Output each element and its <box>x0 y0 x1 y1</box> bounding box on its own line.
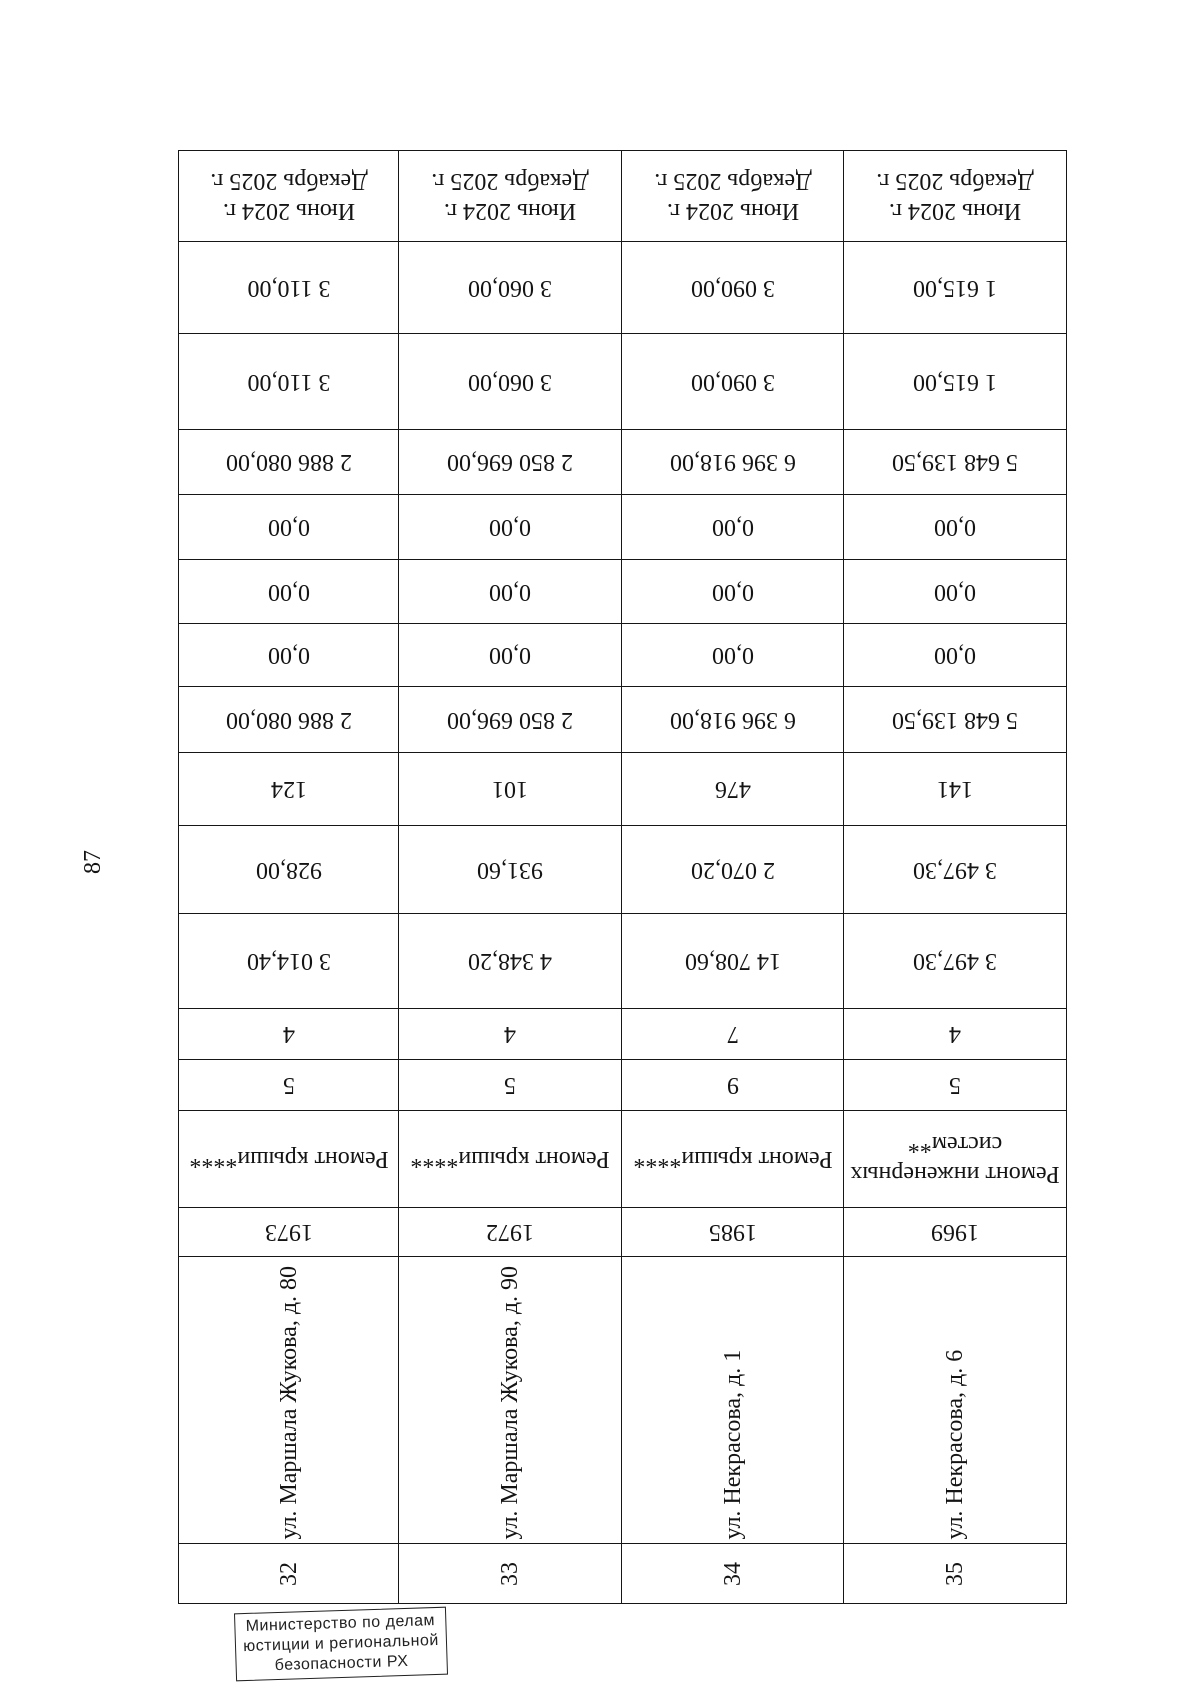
year-cell <box>399 1208 622 1257</box>
address-cell <box>399 1257 622 1544</box>
cell-text: 141 <box>937 776 973 802</box>
cell-text: 1 615,00 <box>913 368 997 395</box>
page-number: 87 <box>80 850 106 874</box>
cell-text: 3 497,30 <box>913 948 997 974</box>
cell-text: 9 <box>726 1072 739 1098</box>
cell-text: 1 615,00 <box>913 274 997 301</box>
value-cell <box>622 753 844 826</box>
cell-text: Ремонт крыши**** <box>188 1146 389 1172</box>
period-cell <box>844 150 1067 242</box>
value-cell <box>844 826 1067 914</box>
value-cell <box>399 334 622 430</box>
value-cell <box>178 1060 399 1111</box>
stamp-line: юстиции и региональной <box>242 1631 440 1656</box>
cell-text: 4 348,20 <box>468 948 552 974</box>
cell-text: 4 <box>282 1021 295 1047</box>
value-cell <box>399 430 622 495</box>
cell-text: 124 <box>270 776 307 802</box>
value-cell <box>399 495 622 560</box>
year-cell <box>178 1208 399 1257</box>
value-cell <box>399 826 622 914</box>
value-cell <box>844 624 1067 687</box>
address-cell <box>622 1257 844 1544</box>
cell-text: 5 <box>282 1072 295 1098</box>
value-cell <box>178 753 399 826</box>
cell-text: 5 648 139,50 <box>892 706 1018 733</box>
work-type-cell <box>622 1111 844 1208</box>
cell-text: 0,00 <box>489 642 531 668</box>
cell-text: 3 014,40 <box>246 948 331 974</box>
value-cell <box>622 495 844 560</box>
cell-text: 3 497,30 <box>913 856 997 883</box>
stamp-line: безопасности РХ <box>274 1652 409 1675</box>
cell-text: 4 <box>949 1021 961 1047</box>
value-cell <box>622 430 844 495</box>
value-cell <box>178 334 399 430</box>
cell-text: 2 886 080,00 <box>225 706 352 733</box>
cell-text: 2 850 696,00 <box>447 706 573 733</box>
cell-text: ул. Маршала Жукова, д. 80 <box>275 1265 302 1540</box>
value-cell <box>399 1009 622 1060</box>
value-cell <box>844 914 1067 1009</box>
cell-text: 1969 <box>931 1219 979 1245</box>
value-cell <box>844 1009 1067 1060</box>
cell-text: 34 <box>719 1561 746 1586</box>
cell-text: 0,00 <box>934 578 976 605</box>
cell-text: 3 110,00 <box>246 274 331 301</box>
value-cell <box>844 430 1067 495</box>
cell-text: 0,00 <box>267 578 310 605</box>
cell-text: 5 648 139,50 <box>892 449 1018 475</box>
cell-text: 4 <box>504 1021 516 1047</box>
value-cell <box>622 1009 844 1060</box>
value-cell <box>622 624 844 687</box>
value-cell <box>622 560 844 624</box>
value-cell <box>622 334 844 430</box>
period-cell <box>399 150 622 242</box>
cell-text: 0,00 <box>934 514 976 540</box>
value-cell <box>178 430 399 495</box>
value-cell <box>399 753 622 826</box>
cell-text: 476 <box>714 776 751 802</box>
value-cell <box>844 753 1067 826</box>
year-cell <box>844 1208 1067 1257</box>
stamp-line: Министерство по делам <box>245 1612 436 1635</box>
period-cell <box>178 150 399 242</box>
value-cell <box>844 687 1067 753</box>
cell-text: 1985 <box>708 1219 757 1245</box>
cell-text: 0,00 <box>489 578 531 605</box>
cell-text: 931,60 <box>477 856 543 883</box>
cell-text: 0,00 <box>711 578 754 605</box>
value-cell <box>399 1060 622 1111</box>
value-cell <box>178 560 399 624</box>
cell-text: 0,00 <box>711 642 754 668</box>
value-cell <box>178 624 399 687</box>
value-cell <box>622 242 844 334</box>
cell-text: 14 708,60 <box>684 948 781 974</box>
cell-text: 5 <box>949 1072 961 1098</box>
cell-text: 0,00 <box>934 642 976 668</box>
value-cell <box>178 242 399 334</box>
cell-text: Июнь 2024 г. Декабрь 2025 г. <box>876 168 1034 224</box>
cell-text: 0,00 <box>489 514 531 540</box>
stamp <box>234 1607 448 1682</box>
value-cell <box>844 1060 1067 1111</box>
work-type-cell <box>178 1111 399 1208</box>
cell-text: Ремонт крыши**** <box>410 1146 610 1172</box>
cell-text: ул. Некрасова, д. 1 <box>719 1349 746 1540</box>
cell-text: 0,00 <box>267 514 310 540</box>
value-cell <box>399 914 622 1009</box>
row-number-cell <box>178 1544 399 1604</box>
row-number-cell <box>399 1544 622 1604</box>
value-cell <box>844 495 1067 560</box>
cell-text: Июнь 2024 г. Декабрь 2025 г. <box>431 168 589 224</box>
value-cell <box>622 826 844 914</box>
cell-text: 6 396 918,00 <box>669 706 796 733</box>
cell-text: 101 <box>492 776 528 802</box>
cell-text: 2 850 696,00 <box>447 449 573 475</box>
work-type-cell <box>844 1111 1067 1208</box>
cell-text: 3 090,00 <box>690 368 775 395</box>
cell-text: 1973 <box>264 1219 313 1245</box>
work-type-cell <box>399 1111 622 1208</box>
cell-text: Ремонт крыши**** <box>632 1146 833 1172</box>
cell-text: 0,00 <box>711 514 754 540</box>
value-cell <box>178 687 399 753</box>
year-cell <box>622 1208 844 1257</box>
cell-text: 33 <box>497 1561 523 1586</box>
cell-text: 3 090,00 <box>690 274 775 301</box>
value-cell <box>178 826 399 914</box>
cell-text: ул. Маршала Жукова, д. 90 <box>497 1265 523 1540</box>
period-cell <box>622 150 844 242</box>
cell-text: 2 886 080,00 <box>225 449 352 475</box>
cell-text: 3 060,00 <box>468 368 552 395</box>
cell-text: Июнь 2024 г. Декабрь 2025 г. <box>653 168 812 224</box>
cell-text: 2 070,20 <box>690 856 775 883</box>
value-cell <box>399 624 622 687</box>
cell-text: 928,00 <box>255 856 322 883</box>
cell-text: 35 <box>942 1561 968 1586</box>
cell-text: 7 <box>726 1021 739 1047</box>
cell-text: 1972 <box>486 1219 534 1245</box>
cell-text: 5 <box>504 1072 516 1098</box>
value-cell <box>399 687 622 753</box>
value-cell <box>844 334 1067 430</box>
cell-text: 6 396 918,00 <box>669 449 796 475</box>
value-cell <box>399 242 622 334</box>
cell-text: 3 060,00 <box>468 274 552 301</box>
cell-text: Июнь 2024 г. Декабрь 2025 г. <box>209 168 368 224</box>
value-cell <box>844 560 1067 624</box>
value-cell <box>178 495 399 560</box>
value-cell <box>622 914 844 1009</box>
address-cell <box>178 1257 399 1544</box>
value-cell <box>399 560 622 624</box>
cell-text: 0,00 <box>267 642 310 668</box>
cell-text: Ремонт инженерных систем** <box>850 1131 1060 1187</box>
value-cell <box>178 914 399 1009</box>
row-number-cell <box>622 1544 844 1604</box>
cell-text: 3 110,00 <box>246 368 331 395</box>
value-cell <box>622 687 844 753</box>
cell-text: 32 <box>275 1561 302 1586</box>
value-cell <box>622 1060 844 1111</box>
address-cell <box>844 1257 1067 1544</box>
value-cell <box>844 242 1067 334</box>
row-number-cell <box>844 1544 1067 1604</box>
cell-text: ул. Некрасова, д. 6 <box>942 1349 968 1540</box>
value-cell <box>178 1009 399 1060</box>
